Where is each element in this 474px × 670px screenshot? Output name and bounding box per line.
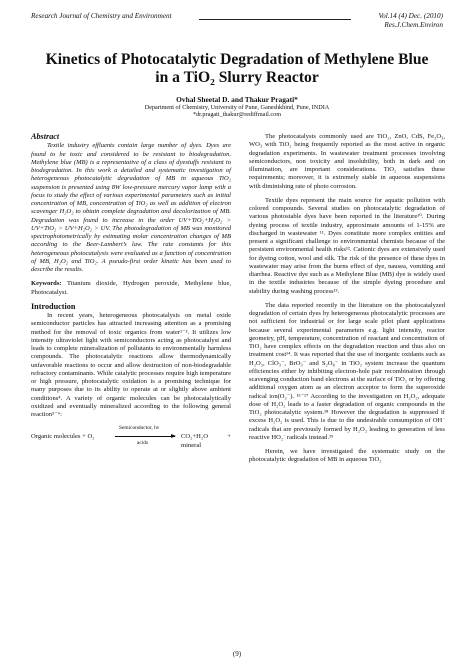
keywords-text: Titanium dioxide, Hydrogen peroxide, Methylene blue, Photocatalyst. <box>31 280 231 296</box>
title-line-2: in a TiO₂ Slurry Reactor <box>155 68 319 86</box>
volume-info: Vol.14 (4) Dec. (2010) <box>378 12 443 20</box>
intro-heading: Introduction <box>31 301 76 311</box>
reaction-arrow <box>115 436 175 437</box>
reaction-products: CO₂+H₂O + mineral <box>181 433 231 449</box>
paper-title <box>20 51 454 86</box>
paragraph-herein: Herein, we have investigated the systematic study on the photocatalytic degradation of MB in aqueous TiO₂ <box>249 448 445 464</box>
paragraph-photocatalysts: The photocatalysts commonly used are TiO₂, ZnO, CdS, Fe₂O₃, WO₃ with TiO₂ being frequently reported as the most active in organic degradation experiments. In wastewater treatment processes involving semiconductors, non toxicity and insolubility, both in dark and on illumination, are important considerations. TiO₂ satisfies these requirements; moreover, it is extremely stable in aqueous suspensions with diminishing rate of photo corrosion. <box>249 133 445 190</box>
left-column <box>31 133 231 449</box>
page-number: (9) <box>232 650 242 658</box>
paragraph-textile-dyes: Textile dyes represent the main source for aquatic pollution with colored compounds. Several studies on photocatalytic degradation of various photostable dyes have been reported in the literature¹⁰. During dyeing process of textile industry, approximate amounts of 1-15% are discharged in wastewater ¹¹. Dyes constitute more complex entities and present a significant challenge to environmental chemists because of the persistent environmental health risks¹². Cationic dyes are extensively used for dyeing cotton, wool and silk. The risk of the presence of these dyes in wastewater may arise from the burns effect of dye, nausea, vomiting and diarrhea. Reactive dye such as a Methylene Blue (MB) dye is widely used in the textile industries because of the simple dyeing procedure and stability during washing process¹³. <box>249 196 445 295</box>
reaction-byproduct: acids <box>137 440 149 447</box>
right-column <box>249 133 445 465</box>
journal-abbrev: Res.J.Chem.Environ <box>384 21 443 29</box>
reaction-reactants: Organic molecules + O₂ <box>31 433 95 441</box>
keywords <box>31 280 231 297</box>
abstract-text: Textile industry effluents contain large number of dyes. Dyes are found to be toxic and considered to be resistant to biodegradation. Methylene blue (MB) is a representative of a class of dyestuffs resistant to biodegradation. In this work a detailed and systematic investigation of heterogeneous photocatalytic degradation of MB in aqueous TiO₂ suspension is presented using 8W low-pressure mercury vapor lamp with a focus to study the effect of various experimental parameters such as initial concentration of MB, concentration of TiO₂ as well as addition of electron scavenger H₂O₂ to obtain complete degradation and decolorization of MB. Degradation was found to increase in the order UV+TiO₂+H₂O₂ > UV+TiO₂ > UV+H₂O₂ > UV. The photodegradation of MB was monitored spectrophotometrically by estimating molar concentration changes of MB according to the Beer-Lambert’s law. The rate constants for this heterogeneous photocatalysis were evaluated as a function of concentration of MB, H₂O₂ and TiO₂. A pseudo-first order kinetic has been used to describe the results. <box>31 142 231 273</box>
affiliation-block <box>20 104 454 119</box>
email: *dr.pragati_thakur@rediffmail.com <box>192 111 282 119</box>
intro-text: In recent years, heterogeneous photocatalysis on metal oxide semiconductor particles has attracted increasing attention as a promising method for the removal of toxic organics from water¹⁻³. It utilizes low intensity ultraviolet light with semiconductors acting as photocatalyst and leads to complete mineralization of pollutants to environmentally harmless compounds. The photocatalytic reactions allow thermodynamically unfavorable reactions to occur and allow destruction of non-biodegradable refractory contaminants. While catalytic processes require high temperature or high pressure, photocatalytic oxidation is a promising technique for many purposes due to its ability to operate at or slightly above ambient conditions⁴. A variety of organic molecules can be photocatalytically oxidized and eventually mineralized according to the following general reaction⁵⁻⁶: <box>31 312 231 418</box>
affiliation: Department of Chemistry, University of Pune, Ganeshkhind, Pune, INDIA <box>144 104 330 111</box>
paragraph-literature: The data reported recently in the literature on the photocatalyzed degradation of certain dyes by heterogeneous photocatalytic processes are not sufficient for industrial or for large scale pilot plant applications because several experimental parameters e.g. light intensity, reactor geometry, pH, temperature, concentration of reactant and concentration of TiO₂ have complex effects on the degradation reaction and thus also on treatment cost¹⁴. It was reported that the use of inorganic oxidants such as H₂O₂, ClO₃⁻, BrO₃⁻ and S₂O₈⁻ in TiO₂ system increase the quantum efficiencies either by inhibiting electron-hole pair recombination through scavenging conduction band electrons at the surface of TiO₂ or by offering additional oxygen atom as an electron acceptor to form the superoxide radical ion(O₂⁻). ¹⁵⁻¹⁷ According to the investigation on H₂O₂, adequate dose of H₂O₂ leads to a faster degradation of organic compounds in the TiO₂ photocatalytic system.¹⁸ However the degradation is suppressed if excess H₂O₂ is used. This is due to the undesirable consumption of OH˙ radicals that are previously formed by H₂O₂ leading to generation of less reactive HO₂˙ radicals instead.¹⁹ <box>249 301 445 441</box>
reaction-equation <box>31 421 231 449</box>
authors: Ovhal Sheetal D. and Thakur Pragati* <box>176 95 298 104</box>
reaction-conditions: Semiconductor, hν <box>119 425 160 432</box>
keywords-label: Keywords: <box>31 280 62 288</box>
header-rule <box>199 19 351 20</box>
header-right <box>379 12 443 30</box>
journal-name: Research Journal of Chemistry and Environment <box>31 12 172 20</box>
title-line-1: Kinetics of Photocatalytic Degradation of Methylene Blue <box>45 51 429 68</box>
abstract-heading: Abstract <box>31 132 60 141</box>
